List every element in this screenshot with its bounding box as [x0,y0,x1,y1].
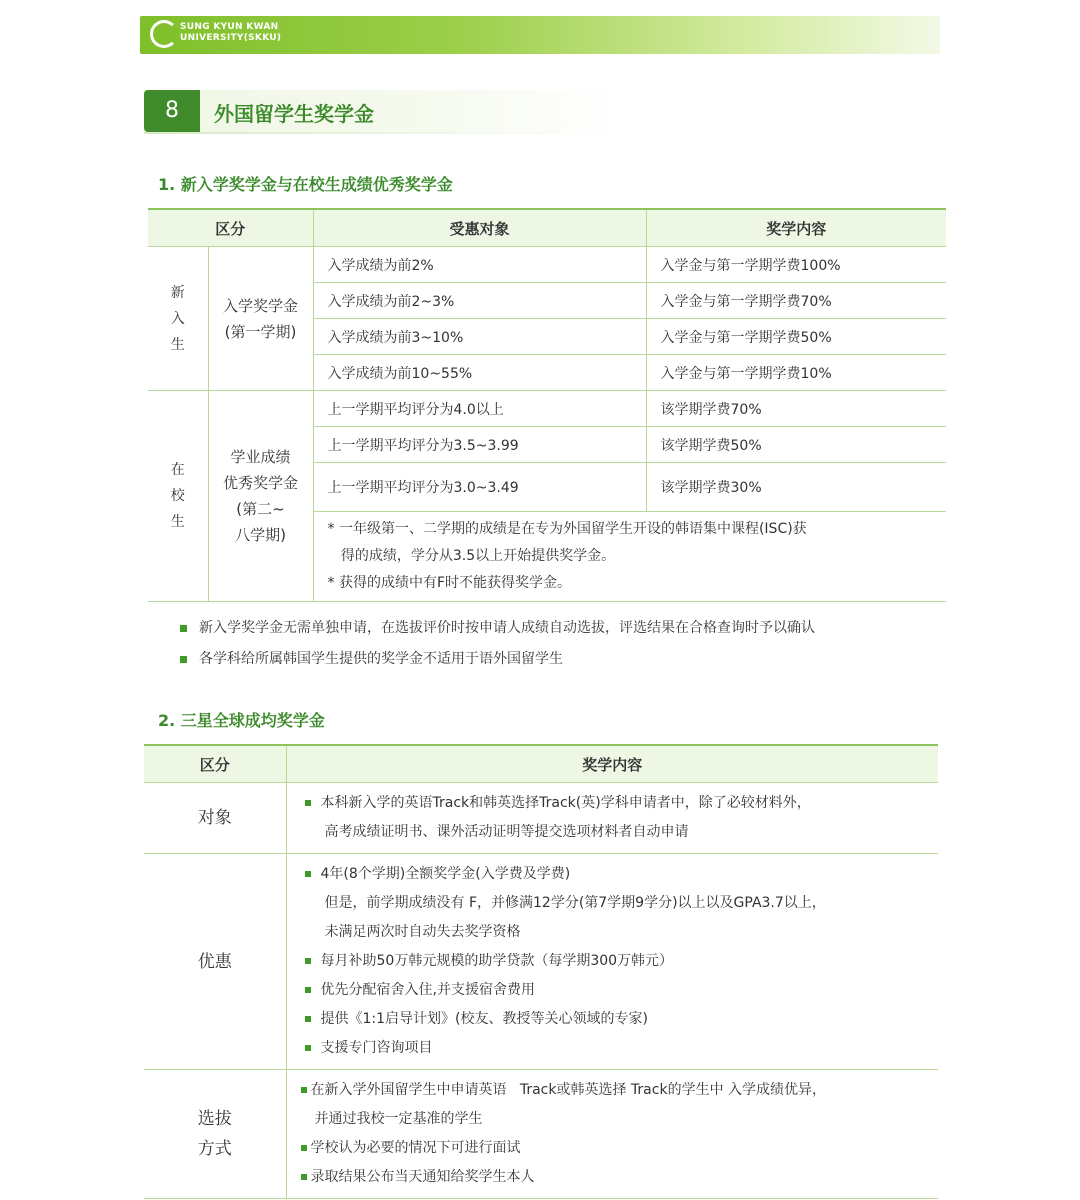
col-header-category: 区分 [148,209,313,247]
selection-content [286,1070,938,1199]
section-title: 外国留学生奖学金 [214,102,374,126]
content-line: 本科新入学的英语Track和韩英选择Track(英)学科申请者中，除了必较材料外， [320,795,811,811]
beneficiary-cell: 上一学期平均评分为3.0~3.49 [313,463,646,512]
group-label-enrolled: 在 校 生 [148,391,208,602]
square-bullet-icon [305,958,311,964]
col-header-beneficiary: 受惠对象 [313,209,646,247]
section-divider [144,132,614,134]
benefit-content [286,854,938,1070]
table-row [144,783,938,854]
table-header-row [144,745,938,783]
square-bullet-icon [180,625,187,632]
beneficiary-cell: 上一学期平均评分为3.5~3.99 [313,427,646,463]
content-cell: 该学期学费30% [646,463,946,512]
subsection-1-title: 1. 新入学奖学金与在校生成绩优秀奖学金 [158,175,453,194]
square-bullet-icon [301,1174,307,1180]
content-line: 学校认为必要的情况下可进行面试 [310,1140,521,1156]
group-type-entrance: 入学奖学金 (第一学期) [208,247,313,391]
content-line: 支援专门咨询项目 [320,1040,433,1056]
beneficiary-cell: 入学成绩为前10~55% [313,355,646,391]
row-label-selection: 选拔 方式 [144,1070,286,1199]
square-bullet-icon [180,656,187,663]
scholarship-table-2 [144,744,938,1199]
bullet-text: 各学科给所属韩国学生提供的奖学金不适用于语外国留学生 [199,651,563,667]
col-header-content: 奖学内容 [286,745,938,783]
col-header-content: 奖学内容 [646,209,946,247]
skku-logo-icon [150,20,178,48]
content-line: 4年(8个学期)全额奖学金(入学费及学费) [320,866,571,882]
row-label-benefit: 优惠 [144,854,286,1070]
content-line: 高考成绩证明书、课外活动证明等提交选项材料者自动申请 [324,824,689,840]
content-cell: 入学金与第一学期学费50% [646,319,946,355]
content-line: 并通过我校一定基准的学生 [314,1111,483,1127]
content-line: 优先分配宿舍入住,并支援宿舍费用 [320,982,535,998]
bullet-text: 新入学奖学金无需单独申请，在选拔评价时按申请人成绩自动选拔，评选结果在合格查询时予以确认 [199,620,815,636]
table-row [148,247,946,283]
content-cell: 入学金与第一学期学费70% [646,283,946,319]
square-bullet-icon [305,1016,311,1022]
table-row [144,854,938,1070]
scholarship-table-1 [148,208,946,602]
content-line: 在新入学外国留学生中申请英语 Track或韩英选择 Track的学生中 入学成绩优异， [310,1082,827,1098]
square-bullet-icon [305,987,311,993]
square-bullet-icon [305,871,311,877]
table-row [144,1070,938,1199]
content-line: 录取结果公布当天通知给奖学生本人 [310,1169,535,1185]
square-bullet-icon [301,1145,307,1151]
subsection-2-title: 2. 三星全球成均奖学金 [158,711,325,730]
section-number: 8 [144,90,200,132]
university-logo-text [180,22,281,44]
table-row [148,391,946,427]
content-cell: 该学期学费50% [646,427,946,463]
content-line: 每月补助50万韩元规模的助学贷款（每学期300万韩元） [320,953,674,969]
content-line: 但是，前学期成绩没有 F，并修满12学分(第7学期9学分)以上以及GPA3.7以上， [324,895,826,911]
square-bullet-icon [305,800,311,806]
content-cell: 入学金与第一学期学费10% [646,355,946,391]
table-header-row [148,209,946,247]
content-cell: 该学期学费70% [646,391,946,427]
beneficiary-cell: 上一学期平均评分为4.0以上 [313,391,646,427]
square-bullet-icon [305,1045,311,1051]
logo-line-1: SUNG KYUN KWAN [180,22,279,32]
bullet-item [180,617,815,637]
col-header-category: 区分 [144,745,286,783]
beneficiary-cell: 入学成绩为前2% [313,247,646,283]
beneficiary-cell: 入学成绩为前3~10% [313,319,646,355]
target-content [286,783,938,854]
note-line: * 获得的成绩中有F时不能获得奖学金。 [327,575,572,591]
group-type-merit: 学业成绩 优秀奖学金 (第二~ 八学期) [208,391,313,602]
content-line: 提供《1:1启导计划》(校友、教授等关心领域的专家) [320,1011,648,1027]
table-notes [313,512,946,602]
note-line: 得的成绩，学分从3.5以上开始提供奖学金。 [327,548,616,564]
content-line: 未满足两次时自动失去奖学资格 [324,924,521,940]
group-label-freshman: 新 入 生 [148,247,208,391]
bullet-item [180,648,563,668]
square-bullet-icon [301,1087,307,1093]
row-label-target: 对象 [144,783,286,854]
beneficiary-cell: 入学成绩为前2~3% [313,283,646,319]
content-cell: 入学金与第一学期学费100% [646,247,946,283]
logo-line-2: UNIVERSITY(SKKU) [180,33,282,43]
note-line: * 一年级第一、二学期的成绩是在专为外国留学生开设的韩语集中课程(ISC)获 [327,521,807,537]
